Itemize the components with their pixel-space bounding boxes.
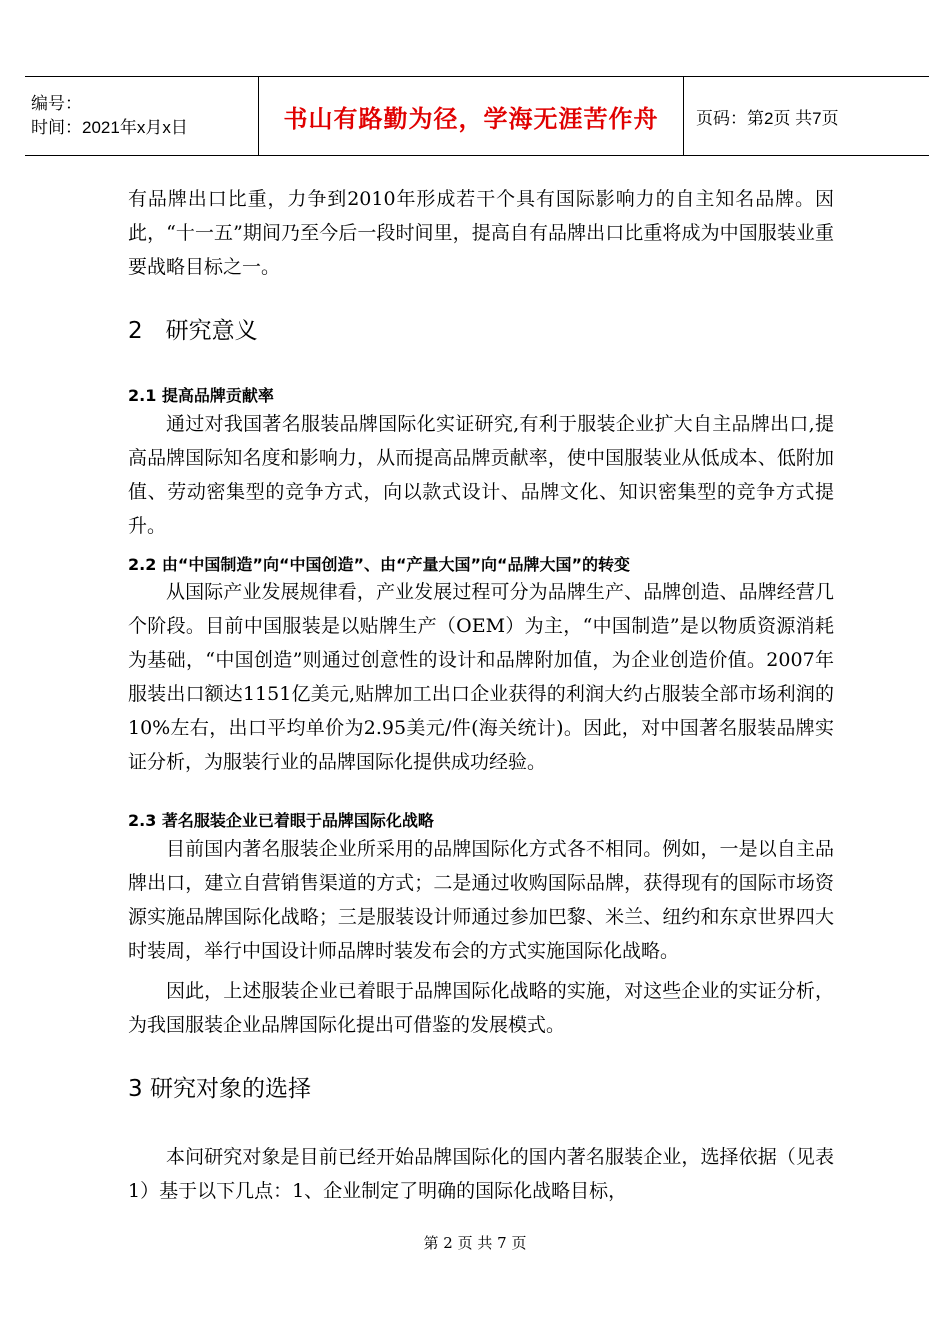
subsection-heading-2-1: 2.1 提高品牌贡献率 xyxy=(128,386,274,405)
subsection-heading-2-2: 2.2 由“中国制造”向“中国创造”、由“产量大国”向“品牌大国”的转变 xyxy=(128,555,631,574)
page-footer: 第 2 页 共 7 页 xyxy=(423,1234,527,1252)
page-header xyxy=(25,76,929,156)
paragraph-2-1: 通过对我国著名服装品牌国际化实证研究,有利于服装企业扩大自主品牌出口,提高品牌国际知名度和影响力，从而提高品牌贡献率，使中国服装业从低成本、低附加值、劳动密集型的竞争方式，向以款式设计、品牌文化、知识密集型的竞争方式提升。 xyxy=(128,413,834,537)
header-motto: 书山有路勤为径，学海无涯苦作舟 xyxy=(259,77,684,156)
header-page-info: 页码：第2页 共7页 xyxy=(684,77,930,156)
paragraph-2-3b: 因此，上述服装企业已着眼于品牌国际化战略的实施，对这些企业的实证分析，为我国服装企业品牌国际化提出可借鉴的发展模式。 xyxy=(128,980,834,1036)
header-meta xyxy=(25,77,259,156)
section-heading-2: 2 研究意义 xyxy=(128,318,258,344)
subsection-heading-2-3: 2.3 著名服装企业已着眼于品牌国际化战略 xyxy=(128,811,434,830)
intro-paragraph: 有品牌出口比重，力争到2010年形成若干个具有国际影响力的自主知名品牌。因此，“十一五”期间乃至今后一段时间里，提高自有品牌出口比重将成为中国服装业重要战略目标之一。 xyxy=(128,188,834,278)
section-heading-3: 3 研究对象的选择 xyxy=(128,1076,311,1102)
paragraph-3: 本问研究对象是目前已经开始品牌国际化的国内著名服装企业，选择依据（见表1）基于以下几点：1、企业制定了明确的国际化战略目标， xyxy=(128,1146,834,1202)
paragraph-2-2: 从国际产业发展规律看，产业发展过程可分为品牌生产、品牌创造、品牌经营几个阶段。目前中国服装是以贴牌生产（OEM）为主，“中国制造”是以物质资源消耗为基础，“中国创造”则通过创意性的设计和品牌附加值，为企业创造价值。2007年服装出口额达1151亿美元,贴牌加工出口企业获得的利润大约占服装全部市场利润的10%左右，出口平均单价为2.95美元/件(海关统计)。因此，对中国著名服装品牌实证分析，为服装行业的品牌国际化提供成功经验。 xyxy=(128,581,834,773)
document-number-label: 编号： xyxy=(31,94,82,113)
document-date: 时间：2021年x月x日 xyxy=(31,118,188,137)
paragraph-2-3a: 目前国内著名服装企业所采用的品牌国际化方式各不相同。例如，一是以自主品牌出口，建立自营销售渠道的方式；二是通过收购国际品牌，获得现有的国际市场资源实施品牌国际化战略；三是服装设计师通过参加巴黎、米兰、纽约和东京世界四大时装周，举行中国设计师品牌时装发布会的方式实施国际化战略。 xyxy=(128,838,834,962)
